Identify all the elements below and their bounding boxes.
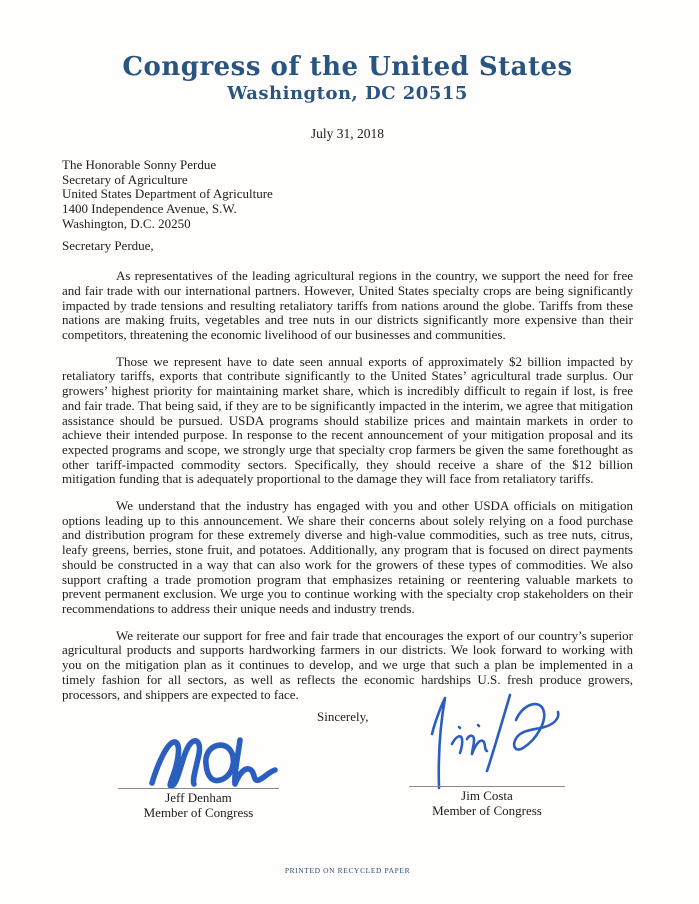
paragraph-4: We reiterate our support for free and fair trade that encourages the export of our country’s superior agricultural products and supports hardworking farmers in our districts. We look forward to working with you on the mitigation plan as it continues to develop, and we urge that such a plan be implemented in a timely fashion for all sectors, as well as reflects the economic hardships U.S. fresh produce growers, processors, and shippers are expected to face. <box>62 627 633 702</box>
recipient-address <box>62 158 633 232</box>
recipient-line-2: Secretary of Agriculture <box>62 171 188 187</box>
recipient-line-5: Washington, D.C. 20250 <box>62 215 191 231</box>
recipient-line-4: 1400 Independence Avenue, S.W. <box>62 201 237 217</box>
paragraph-3: We understand that the industry has engaged with you and other USDA officials on mitigation options leading up to this announcement. We share their concerns about solely relying on a food purchase and distribution program for these extremely diverse and high-value commodities, such as tree nuts, citrus, leafy greens, berries, stone fruit, and potatoes. Additionally, any program that is focused on direct payments should be constructed in a way that can also work for the growers of these types of commodities. We also support crafting a trade promotion program that emphasizes retaining or reentering valuable markets to prevent permanent exclusion. We urge you to continue working with the specialty crop stakeholders on their recommendations to address their unique needs and industry trends. <box>62 498 633 616</box>
signature-block-costa <box>409 786 565 818</box>
recipient-line-1: The Honorable Sonny Perdue <box>62 157 217 172</box>
signer-title-costa: Member of Congress <box>432 802 542 818</box>
letterhead-address: Washington, DC 20515 <box>227 83 468 104</box>
signer-name-denham: Jeff Denham <box>165 790 232 806</box>
signature-block-denham <box>118 788 279 820</box>
jeff-denham-signature-ink <box>146 729 278 793</box>
closing: Sincerely, <box>317 709 369 725</box>
letterhead <box>62 0 633 105</box>
paragraph-2: Those we represent have to date seen annual exports of approximately $2 billion impacted by retaliatory tariffs, exports that contribute significantly to the United States’ agricultural trade surplus. Our growers’ highest priority for maintaining market share, which is incredibly difficult to regain if lost, is free and fair trade. That being said, if they are to be significantly impacted in the interim, we agree that mitigation assistance should be pursued. USDA programs should stabilize prices and maintain markets in order to achieve their intended purpose. In response to the recent announcement of your mitigation proposal and its expected programs and scope, we strongly urge that specialty crop farmers be given the same forethought as other tariff-impacted commodity sectors. Specifically, they should receive a share of the $12 billion mitigation funding that is adequately proportional to the damage they will face from retaliatory tariffs. <box>62 353 633 487</box>
recipient-line-3: United States Department of Agriculture <box>62 186 273 202</box>
signature-area <box>62 724 633 864</box>
signer-title-denham: Member of Congress <box>143 804 254 820</box>
salutation: Secretary Perdue, <box>62 237 154 253</box>
paragraph-1: As representatives of the leading agricultural regions in the country, we support the need for free and fair trade with our international partners. However, United States specialty crops are being significantly impacted by trade tensions and resulting retaliatory tariffs from nations around the globe. Tariffs from these nations are making fruits, vegetables and tree nuts in our districts significantly more expensive than their competitors, threatening the economic livelihood of our businesses and communities. <box>62 268 633 343</box>
letterhead-org: Congress of the United States <box>122 52 573 82</box>
signer-name-costa: Jim Costa <box>461 788 513 804</box>
letter-date: July 31, 2018 <box>310 126 385 141</box>
recycled-paper-notice: PRINTED ON RECYCLED PAPER <box>284 866 411 876</box>
jim-costa-signature-ink <box>412 692 564 790</box>
